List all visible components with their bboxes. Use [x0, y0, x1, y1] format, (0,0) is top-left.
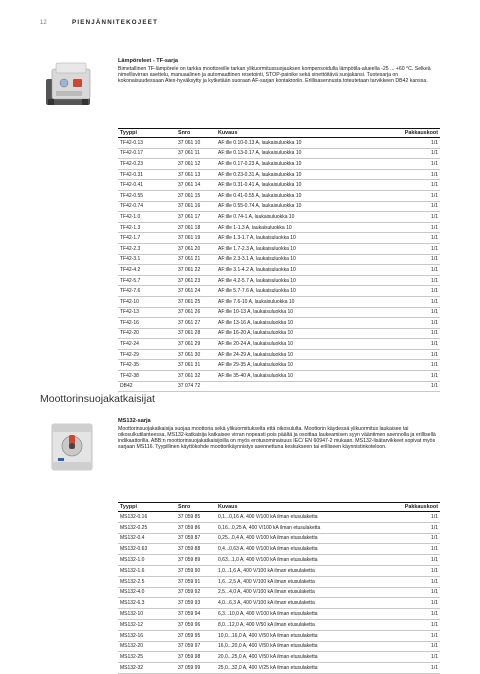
cell-type: TF42-20	[118, 328, 176, 339]
cell-package: 1/1	[386, 522, 440, 533]
col-description: Kuvaus	[216, 503, 386, 512]
motor-protection-breaker-image	[44, 420, 100, 472]
cell-type: MS132-0.16	[118, 512, 176, 523]
section2-heading: Moottorinsuojakatkaisijat	[40, 393, 155, 405]
col-package: Pakkauskoot	[386, 503, 440, 512]
cell-description: 0,4...0,63 A, 400 V/100 kA ilman etusulaketta	[216, 544, 386, 555]
table-row	[118, 381, 440, 392]
cell-type: TF42-7.6	[118, 286, 176, 297]
cell-snro: 37 061 12	[176, 159, 216, 170]
col-snro: Snro	[176, 129, 216, 138]
cell-type: TF42-0.31	[118, 169, 176, 180]
cell-description: 25,0...32,0 A, 400 V/25 kA ilman etusulaketta	[216, 663, 386, 674]
table-header-row	[118, 129, 440, 138]
cell-description: 0,63...1,0 A, 400 V/100 kA ilman etusulaketta	[216, 555, 386, 566]
page-header: PIENJÄNNITEKOJEET	[72, 19, 159, 26]
cell-description: AF:ille 0.74-1 A, laukaisuluokka 10	[216, 212, 386, 223]
table-row	[118, 349, 440, 360]
table-row	[118, 663, 440, 674]
table-row	[118, 159, 440, 170]
table-row	[118, 222, 440, 233]
cell-package: 1/1	[386, 349, 440, 360]
cell-description: 20,0...25,0 A, 400 V/50 kA ilman etusulaketta	[216, 652, 386, 663]
table-row	[118, 598, 440, 609]
cell-package: 1/1	[386, 148, 440, 159]
cell-snro: 37 059 92	[176, 587, 216, 598]
table-row	[118, 555, 440, 566]
table-row	[118, 641, 440, 652]
cell-description	[216, 381, 386, 392]
cell-type: MS132-1.6	[118, 565, 176, 576]
tf-relay-table	[118, 128, 440, 392]
cell-type: MS132-16	[118, 630, 176, 641]
cell-package: 1/1	[386, 180, 440, 191]
table-row	[118, 254, 440, 265]
cell-package: 1/1	[386, 652, 440, 663]
cell-package: 1/1	[386, 190, 440, 201]
table-row	[118, 233, 440, 244]
cell-description: AF:ille 16-20 A, laukaisuluokka 10	[216, 328, 386, 339]
table-row	[118, 512, 440, 523]
cell-package: 1/1	[386, 619, 440, 630]
cell-snro: 37 061 22	[176, 265, 216, 276]
table-row	[118, 328, 440, 339]
cell-description: 0,16...0,25 A, 400 V/100 kA ilman etusulaketta	[216, 522, 386, 533]
cell-snro: 37 061 24	[176, 286, 216, 297]
cell-description: AF:ille 3.1-4.2 A, laukaisuluokka 10	[216, 265, 386, 276]
cell-description: AF:ille 0.55-0.74 A, laukaisuluokka 10	[216, 201, 386, 212]
cell-snro: 37 059 89	[176, 555, 216, 566]
cell-description: 4,0...6,3 A, 400 V/100 kA ilman etusulaketta	[216, 598, 386, 609]
cell-description: AF:ille 0.17-0.23 A, laukaisuluokka 10	[216, 159, 386, 170]
cell-type: MS132-6.3	[118, 598, 176, 609]
cell-description: AF:ille 29-35 A, laukaisuluokka 10	[216, 360, 386, 371]
cell-snro: 37 059 96	[176, 619, 216, 630]
cell-type: MS132-12	[118, 619, 176, 630]
cell-description: AF:ille 1.3-1.7 A, laukaisuluokka 10	[216, 233, 386, 244]
table-row	[118, 148, 440, 159]
cell-type: MS132-0.63	[118, 544, 176, 555]
cell-package: 1/1	[386, 544, 440, 555]
section1-subtitle: Lämpöreleet - TF-sarja	[118, 58, 178, 64]
cell-package: 1/1	[386, 201, 440, 212]
cell-snro: 37 059 99	[176, 663, 216, 674]
cell-package: 1/1	[386, 328, 440, 339]
cell-snro: 37 059 88	[176, 544, 216, 555]
table-row	[118, 371, 440, 382]
cell-package: 1/1	[386, 254, 440, 265]
cell-package: 1/1	[386, 598, 440, 609]
section2-subtitle: MS132-sarja	[118, 418, 151, 424]
cell-package: 1/1	[386, 318, 440, 329]
cell-type: MS132-25	[118, 652, 176, 663]
section1-description: Bimetallinen TF-lämpörele on tarkka moottoreille tarkan ylikuormitussuojauksen kompensoidulla lämpötila-alueella -25 ... +60 °C. Selkeä nimellisvirran asettelu, manuaalinen ja automaattinen resetointi, STOP-painike sekä sinettöitävä suojakansi. Tuotesarja on kokonaisuudessaan Atex-hyväksytty ja kytketään suoraan AF-sarjan kontaktoriin. Erillisasennusta toteutetaan tarvikkeen DB42 kanssa.	[118, 66, 431, 85]
cell-type: MS132-0.4	[118, 533, 176, 544]
cell-package: 1/1	[386, 275, 440, 286]
cell-description: AF:ille 0.13-0.17 A, laukaisuluokka 10	[216, 148, 386, 159]
cell-package: 1/1	[386, 512, 440, 523]
cell-type: TF42-1.7	[118, 233, 176, 244]
cell-description: AF:ille 0.41-0.55 A, laukaisuluokka 10	[216, 190, 386, 201]
table-row	[118, 212, 440, 223]
cell-package: 1/1	[386, 138, 440, 149]
cell-description: AF:ille 0.23-0.31 A, laukaisuluokka 10	[216, 169, 386, 180]
cell-snro: 37 061 32	[176, 371, 216, 382]
cell-snro: 37 061 27	[176, 318, 216, 329]
cell-snro: 37 061 17	[176, 212, 216, 223]
cell-snro: 37 059 91	[176, 576, 216, 587]
cell-description: 6,3...10,0 A, 400 V/100 kA ilman etusulaketta	[216, 609, 386, 620]
table-row	[118, 619, 440, 630]
table-row	[118, 339, 440, 350]
cell-snro: 37 061 15	[176, 190, 216, 201]
table-row	[118, 275, 440, 286]
cell-snro: 37 061 23	[176, 275, 216, 286]
table-row	[118, 307, 440, 318]
cell-description: AF:ille 1-1.3 A, laukaisuluokka 10	[216, 222, 386, 233]
cell-snro: 37 059 87	[176, 533, 216, 544]
cell-package: 1/1	[386, 371, 440, 382]
cell-snro: 37 061 29	[176, 339, 216, 350]
cell-package: 1/1	[386, 222, 440, 233]
cell-snro: 37 061 10	[176, 138, 216, 149]
cell-snro: 37 059 94	[176, 609, 216, 620]
cell-type: TF42-0.74	[118, 201, 176, 212]
col-package: Pakkauskoot	[386, 129, 440, 138]
thermal-relay-image	[42, 59, 98, 109]
table-row	[118, 565, 440, 576]
cell-type: TF42-38	[118, 371, 176, 382]
cell-type: MS132-20	[118, 641, 176, 652]
cell-snro: 37 061 18	[176, 222, 216, 233]
table-row	[118, 652, 440, 663]
cell-type: TF42-0.23	[118, 159, 176, 170]
cell-description: 0,1...0,16 A, 400 V/100 kA ilman etusulaketta	[216, 512, 386, 523]
cell-package: 1/1	[386, 663, 440, 674]
cell-description: AF:ille 24-29 A, laukaisuluokka 10	[216, 349, 386, 360]
cell-description: AF:ille 20-24 A, laukaisuluokka 10	[216, 339, 386, 350]
table-row	[118, 243, 440, 254]
cell-type: TF42-24	[118, 339, 176, 350]
table-row	[118, 522, 440, 533]
table-row	[118, 201, 440, 212]
table-row	[118, 544, 440, 555]
cell-snro: 37 059 93	[176, 598, 216, 609]
cell-package: 1/1	[386, 212, 440, 223]
cell-package: 1/1	[386, 360, 440, 371]
cell-type: TF42-0.55	[118, 190, 176, 201]
cell-type: TF42-4.2	[118, 265, 176, 276]
cell-package: 1/1	[386, 381, 440, 392]
cell-package: 1/1	[386, 286, 440, 297]
col-snro: Snro	[176, 503, 216, 512]
cell-snro: 37 059 95	[176, 630, 216, 641]
cell-snro: 37 061 25	[176, 296, 216, 307]
cell-description: AF:ille 5.7-7.6 A, laukaisuluokka 10	[216, 286, 386, 297]
cell-type: DB42	[118, 381, 176, 392]
cell-package: 1/1	[386, 565, 440, 576]
cell-description: AF:ille 0.10-0.13 A, laukaisuluokka 10	[216, 138, 386, 149]
cell-description: 8,0...12,0 A, 400 V/50 kA ilman etusulaketta	[216, 619, 386, 630]
table-row	[118, 265, 440, 276]
col-description: Kuvaus	[216, 129, 386, 138]
cell-type: TF42-10	[118, 296, 176, 307]
cell-snro: 37 061 30	[176, 349, 216, 360]
cell-snro: 37 061 16	[176, 201, 216, 212]
section2-description: Moottorinsuojakatkaisija suojaa moottoria sekä ylikuormitukselta että oikosululta. Moottorin käydessä ylikuormitus laukaisee tai oikosulkutilanteessa, MS132-katkaisija katkaisee virran nopeasti pois päältä ja osoittaa laukeamisen syyn vääntimen asennolla ja erillisellä indikaattorilla. ABB:n moottorinsuojakatkaisijoilla on myös erotusominaisuus IEC/ EN 60947-2 mukaan. MS132-lisätarvikkeet sopivat myös sarjaan MS116. Tyypillinen käyttökohde moottorikäynnistys asennettuna keskukseen tai erilliseen käynnistinkoteloon.	[118, 426, 436, 451]
cell-type: TF42-13	[118, 307, 176, 318]
cell-type: TF42-2.3	[118, 243, 176, 254]
cell-description: AF:ille 7.6-10 A, laukaisuluokka 10	[216, 296, 386, 307]
cell-package: 1/1	[386, 265, 440, 276]
cell-package: 1/1	[386, 630, 440, 641]
cell-description: AF:ille 1.7-2.3 A, laukaisuluokka 10	[216, 243, 386, 254]
cell-type: TF42-0.41	[118, 180, 176, 191]
cell-package: 1/1	[386, 169, 440, 180]
cell-snro: 37 061 26	[176, 307, 216, 318]
cell-type: TF42-16	[118, 318, 176, 329]
cell-type: MS132-10	[118, 609, 176, 620]
cell-description: 10,0...16,0 A, 400 V/50 kA ilman etusulaketta	[216, 630, 386, 641]
table-row	[118, 138, 440, 149]
col-type: Tyyppi	[118, 503, 176, 512]
cell-type: TF42-0.17	[118, 148, 176, 159]
cell-package: 1/1	[386, 296, 440, 307]
cell-description: AF:ille 0.31-0.41 A, laukaisuluokka 10	[216, 180, 386, 191]
cell-package: 1/1	[386, 533, 440, 544]
cell-type: TF42-1.0	[118, 212, 176, 223]
cell-snro: 37 059 86	[176, 522, 216, 533]
cell-type: MS132-32	[118, 663, 176, 674]
table-row	[118, 180, 440, 191]
cell-type: TF42-1.3	[118, 222, 176, 233]
cell-description: AF:ille 35-40 A, laukaisuluokka 10	[216, 371, 386, 382]
table-row	[118, 533, 440, 544]
ms132-table	[118, 502, 440, 674]
table-header-row	[118, 503, 440, 512]
table-row	[118, 587, 440, 598]
cell-description: AF:ille 10-13 A, laukaisuluokka 10	[216, 307, 386, 318]
cell-description: 1,6...2,5 A, 400 V/100 kA ilman etusulaketta	[216, 576, 386, 587]
cell-description: 2,5...4,0 A, 400 V/100 kA ilman etusulaketta	[216, 587, 386, 598]
cell-snro: 37 061 21	[176, 254, 216, 265]
table-row	[118, 169, 440, 180]
cell-description: AF:ille 2.3-3.1 A, laukaisuluokka 10	[216, 254, 386, 265]
cell-snro: 37 074 72	[176, 381, 216, 392]
cell-description: 0,25...0,4 A, 400 V/100 kA ilman etusulaketta	[216, 533, 386, 544]
cell-type: MS132-1.0	[118, 555, 176, 566]
cell-snro: 37 061 14	[176, 180, 216, 191]
cell-type: MS132-4.0	[118, 587, 176, 598]
table-row	[118, 296, 440, 307]
cell-package: 1/1	[386, 307, 440, 318]
cell-snro: 37 059 90	[176, 565, 216, 576]
cell-type: TF42-3.1	[118, 254, 176, 265]
cell-type: MS132-0.25	[118, 522, 176, 533]
cell-package: 1/1	[386, 159, 440, 170]
cell-snro: 37 061 31	[176, 360, 216, 371]
cell-type: TF42-35	[118, 360, 176, 371]
cell-package: 1/1	[386, 233, 440, 244]
cell-snro: 37 061 28	[176, 328, 216, 339]
table-row	[118, 630, 440, 641]
cell-snro: 37 061 20	[176, 243, 216, 254]
cell-snro: 37 061 11	[176, 148, 216, 159]
table-row	[118, 190, 440, 201]
cell-description: AF:ille 4.2-5.7 A, laukaisuluokka 10	[216, 275, 386, 286]
cell-snro: 37 059 97	[176, 641, 216, 652]
cell-package: 1/1	[386, 555, 440, 566]
table-row	[118, 360, 440, 371]
cell-description: 1,0...1,6 A, 400 V/100 kA ilman etusulaketta	[216, 565, 386, 576]
cell-description: AF:ille 13-16 A, laukaisuluokka 10	[216, 318, 386, 329]
cell-type: MS132-2.5	[118, 576, 176, 587]
cell-type: TF42-5.7	[118, 275, 176, 286]
table-row	[118, 576, 440, 587]
cell-description: 16,0...20,0 A, 400 V/50 kA ilman etusulaketta	[216, 641, 386, 652]
page-number: 12	[40, 20, 47, 26]
table-row	[118, 318, 440, 329]
cell-snro: 37 061 19	[176, 233, 216, 244]
cell-type: TF42-0.13	[118, 138, 176, 149]
cell-type: TF42-29	[118, 349, 176, 360]
cell-package: 1/1	[386, 587, 440, 598]
table-row	[118, 609, 440, 620]
cell-snro: 37 059 85	[176, 512, 216, 523]
cell-package: 1/1	[386, 609, 440, 620]
cell-snro: 37 059 98	[176, 652, 216, 663]
cell-package: 1/1	[386, 339, 440, 350]
table-row	[118, 286, 440, 297]
cell-snro: 37 061 13	[176, 169, 216, 180]
col-type: Tyyppi	[118, 129, 176, 138]
cell-package: 1/1	[386, 641, 440, 652]
cell-package: 1/1	[386, 243, 440, 254]
cell-package: 1/1	[386, 576, 440, 587]
